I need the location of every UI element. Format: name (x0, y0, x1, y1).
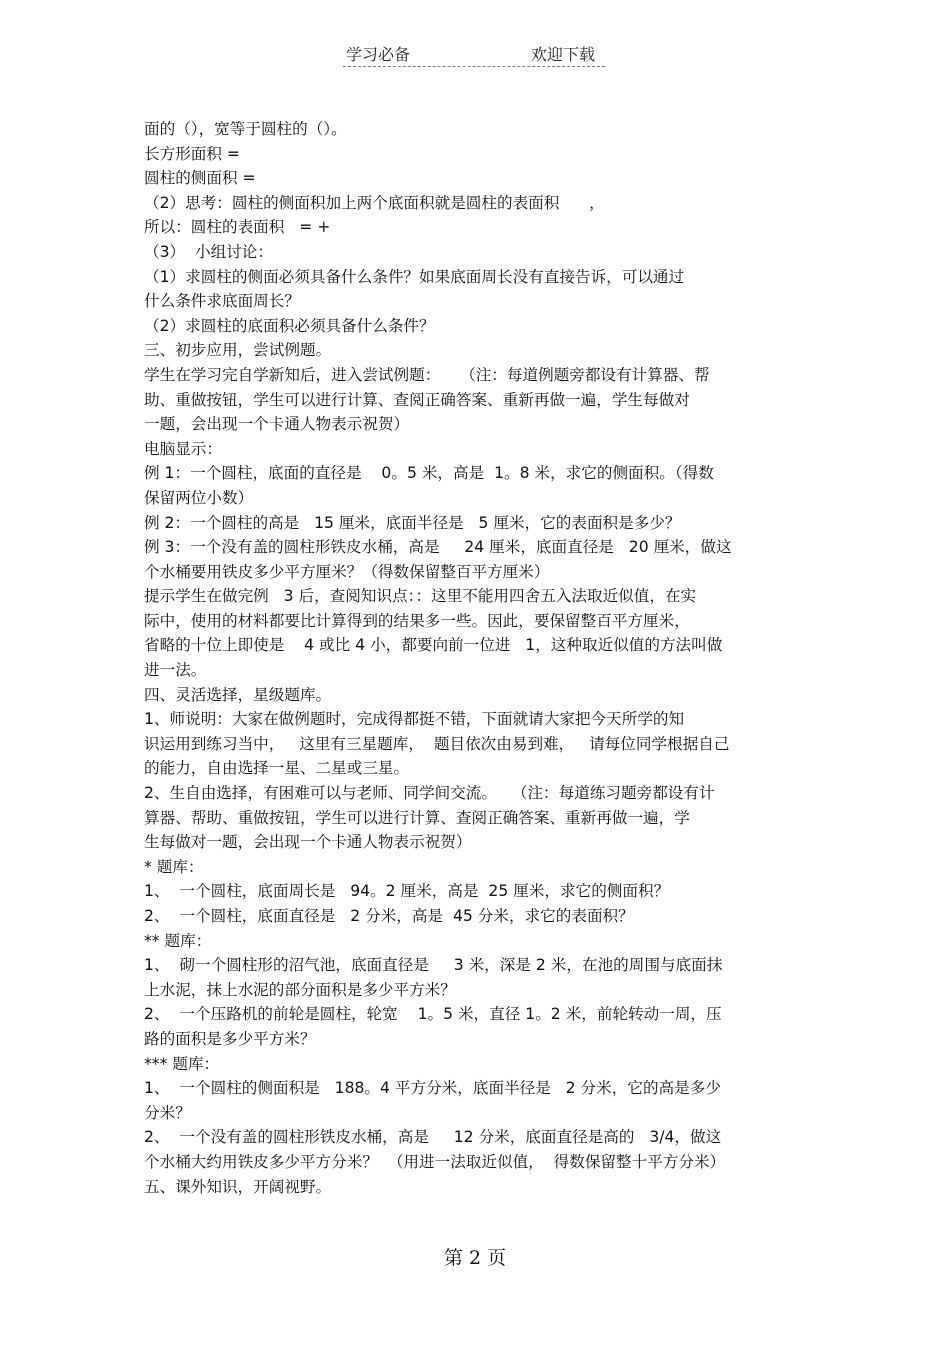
text-line: 助、重做按钮，学生可以进行计算、查阅正确答案、重新再做一遍，学生每做对 (144, 390, 690, 409)
text-line: 省略的十位上即使是 4 或比 4 小，都要向前一位进 1，这种取近似值的方法叫做 (144, 636, 723, 655)
text-line: *** 题库： (144, 1054, 220, 1073)
text-line: 2、 一个圆柱，底面直径是 2 分米，高是 45 分米，求它的表面积？ (144, 907, 634, 925)
text-line: 例 2：一个圆柱的高是 15 厘米，底面半径是 5 厘米，它的表面积是多少？ (144, 513, 681, 532)
text-line: * 题库： (144, 857, 204, 876)
text-line: 提示学生在做完例 3 后，查阅知识点：：这里不能用四舍五入法取近似值，在实 (144, 587, 697, 606)
text-line: 圆柱的侧面积 = (144, 169, 256, 188)
text-line: 2、生自由选择，有困难可以与老师、同学间交流。 （注：每道练习题旁都设有计 (144, 784, 715, 803)
text-line: 保留两位小数） (144, 488, 254, 507)
text-line: ** 题库： (144, 931, 212, 950)
text-line: 所以：圆柱的表面积 = + (144, 218, 331, 237)
text-line: 五、课外知识，开阔视野。 (144, 1177, 332, 1196)
text-line: 进一法。 (144, 661, 207, 680)
text-line: 电脑显示： (144, 439, 222, 458)
page-header (343, 42, 605, 67)
text-line: （3） 小组讨论： (144, 242, 273, 261)
header-right-text: 欢迎下载 (531, 45, 596, 64)
text-line: 2、 一个没有盖的圆柱形铁皮水桶，高是 12 分米，底面直径是高的 3/4，做这 (144, 1128, 722, 1147)
text-line: 例 3：一个没有盖的圆柱形铁皮水桶，高是 24 厘米，底面直径是 20 厘米，做这 (144, 538, 732, 557)
text-line: 识运用到练习当中， 这里有三星题库， 题目依次由易到难， 请每位同学根据自己 (144, 734, 730, 753)
text-line: 生每做对一题，会出现一个卡通人物表示祝贺） (144, 833, 472, 852)
text-line: 2、 一个压路机的前轮是圆柱，轮宽 1。5 米，直径 1。2 米，前轮转动一周，压 (144, 1005, 722, 1024)
text-line: （1）求圆柱的侧面必须具备什么条件？如果底面周长没有直接告诉，可以通过 (144, 267, 685, 286)
text-line: 一题，会出现一个卡通人物表示祝贺） (144, 415, 410, 434)
text-line: 四、灵活选择，星级题库。 (144, 685, 332, 704)
text-line: 1、师说明：大家在做例题时，完成得都挺不错，下面就请大家把今天所学的知 (144, 710, 685, 729)
text-line: 上水泥，抹上水泥的部分面积是多少平方米？ (144, 980, 456, 999)
text-line: 长方形面积 = (144, 144, 240, 163)
text-line: 例 1：一个圆柱，底面的直径是 0。5 米，高是 1。8 米，求它的侧面积。（得数 (144, 464, 714, 483)
text-line: 分米？ (144, 1103, 191, 1122)
text-line: 什么条件求底面周长？ (144, 292, 300, 311)
text-line: 1、 砌一个圆柱形的沼气池，底面直径是 3 米，深是 2 米，在池的周围与底面抹 (144, 956, 723, 975)
text-line: 个水桶要用铁皮多少平方厘米？（得数保留整百平方厘米） (144, 562, 550, 581)
header-left-text: 学习必备 (346, 45, 411, 64)
text-line: （2）思考：圆柱的侧面积加上两个底面积就是圆柱的表面积 ， (144, 193, 605, 212)
page-number: 第 2 页 (443, 1247, 507, 1269)
text-line: （2）求圆柱的底面积必须具备什么条件？ (144, 316, 435, 335)
text-line: 路的面积是多少平方米？ (144, 1029, 316, 1048)
text-line: 三、初步应用，尝试例题。 (144, 341, 332, 360)
text-line: 的能力，自由选择一星、二星或三星。 (144, 759, 410, 778)
text-line: 1、 一个圆柱的侧面积是 188。4 平方分米，底面半径是 2 分米，它的高是多少 (144, 1079, 721, 1098)
text-line: 1、 一个圆柱，底面周长是 94。2 厘米，高是 25 厘米，求它的侧面积？ (144, 882, 670, 901)
text-line: 面的（），宽等于圆柱的（）。 (144, 120, 347, 138)
text-line: 算器、帮助、重做按钮，学生可以进行计算、查阅正确答案、重新再做一遍，学 (144, 808, 690, 827)
text-line: 个水桶大约用铁皮多少平方分米？ （用进一法取近似值， 得数保留整十平方分米） (144, 1152, 726, 1171)
text-line: 学生在学习完自学新知后，进入尝试例题： （注：每道例题旁都设有计算器、帮 (144, 365, 710, 384)
document-body (144, 117, 824, 1199)
text-line: 际中，使用的材料都要比计算得到的结果多一些。因此，要保留整百平方厘米， (144, 611, 690, 630)
